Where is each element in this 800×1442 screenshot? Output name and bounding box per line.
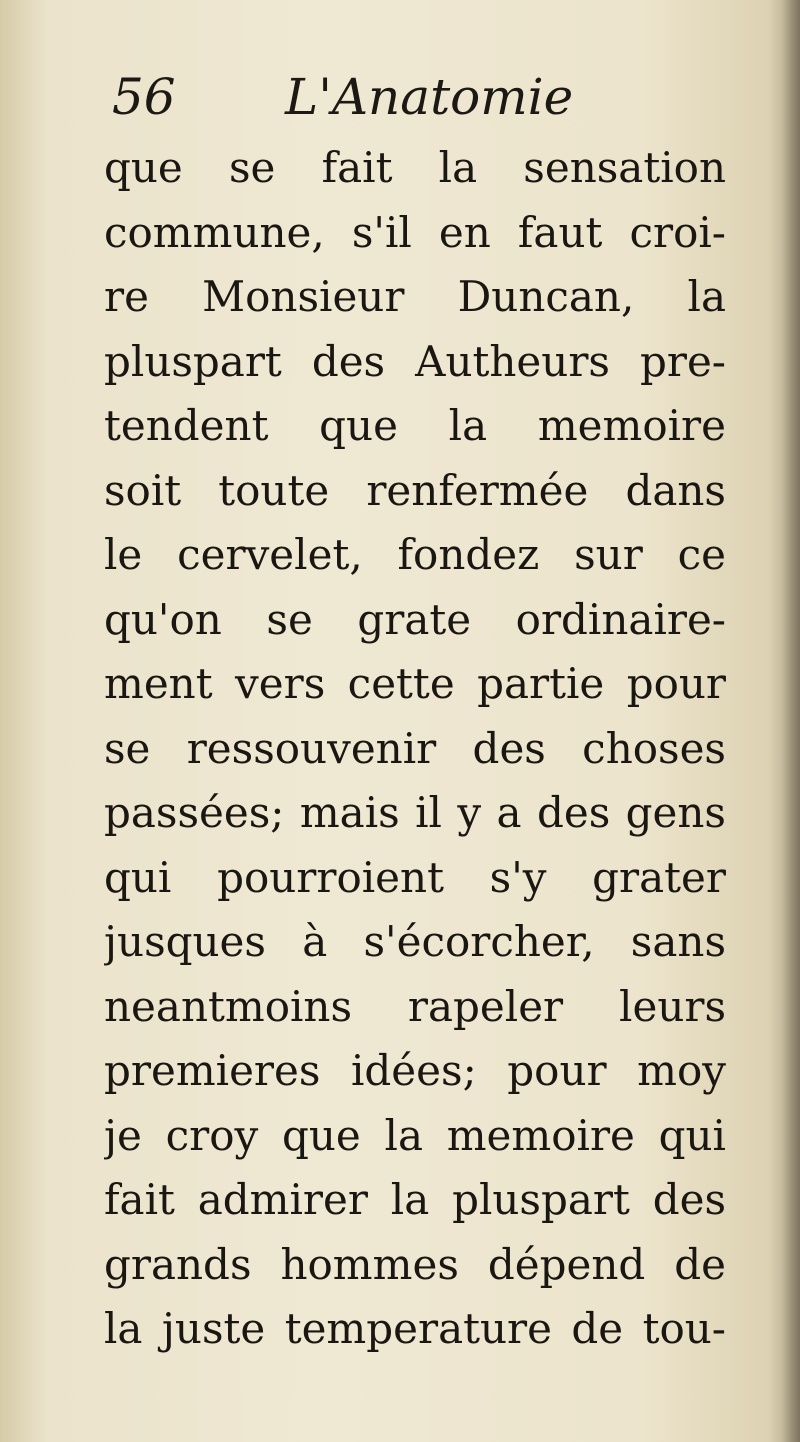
text-line: la juste temperature de tou-: [104, 1304, 726, 1353]
text-line: se ressouvenir des choses: [104, 723, 726, 773]
text-line: premieres idées; pour moy: [104, 1046, 726, 1095]
text-line: grands hommes dépend de: [104, 1239, 726, 1289]
text-line: qui pourroient s'y grater: [104, 852, 726, 902]
text-line: jusques à s'écorcher, sans: [104, 917, 726, 966]
text-line: pluspart des Autheurs pre-: [104, 336, 726, 386]
text-line: ment vers cette partie pour: [104, 659, 726, 708]
text-line: fait admirer la pluspart des: [104, 1175, 726, 1224]
text-line: neantmoins rapeler leurs: [104, 981, 726, 1031]
text-line: je croy que la memoire qui: [104, 1110, 726, 1160]
body-text: [104, 136, 726, 1362]
text-line: le cervelet, fondez sur ce: [104, 530, 726, 579]
running-title: L'Anatomie: [285, 68, 574, 126]
page-number: 56: [112, 68, 176, 126]
text-line: commune, s'il en faut croi-: [104, 207, 726, 257]
text-line: re Monsieur Duncan, la: [104, 272, 726, 321]
text-line: que se fait la sensation: [104, 143, 726, 192]
text-line: soit toute renfermée dans: [104, 465, 726, 515]
page-header: [100, 62, 720, 132]
text-line: passées; mais il y a des gens: [104, 788, 726, 837]
text-line: tendent que la memoire: [104, 401, 726, 450]
text-line: qu'on se grate ordinaire-: [104, 594, 726, 644]
